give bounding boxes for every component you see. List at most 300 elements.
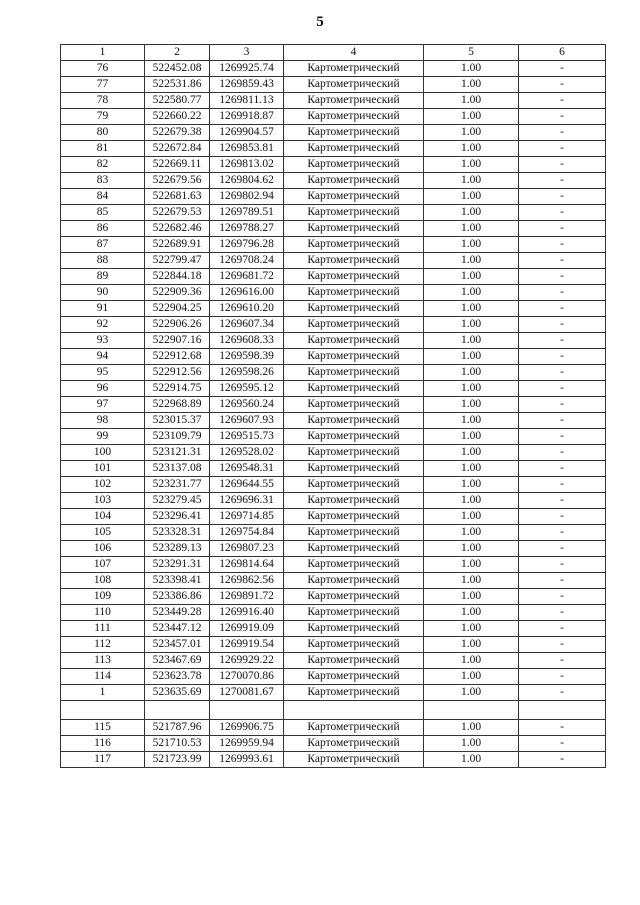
table-row xyxy=(61,752,606,768)
table-cell: 108 xyxy=(61,573,145,589)
table-row xyxy=(61,205,606,221)
table-row xyxy=(61,77,606,93)
table-cell: Картометрический xyxy=(284,93,424,109)
table-cell: Картометрический xyxy=(284,477,424,493)
column-header: 4 xyxy=(284,45,424,61)
table-cell: 1.00 xyxy=(424,669,519,685)
table-cell: 1.00 xyxy=(424,237,519,253)
table-cell: 521710.53 xyxy=(145,736,210,752)
table-row xyxy=(61,541,606,557)
table-cell: - xyxy=(519,461,606,477)
table-cell: 1269515.73 xyxy=(210,429,284,445)
table-row xyxy=(61,685,606,701)
table-cell: 522660.22 xyxy=(145,109,210,125)
table-cell: Картометрический xyxy=(284,621,424,637)
table-cell: Картометрический xyxy=(284,685,424,701)
column-header: 1 xyxy=(61,45,145,61)
table-row xyxy=(61,573,606,589)
table-row xyxy=(61,349,606,365)
table-cell: 112 xyxy=(61,637,145,653)
table-row xyxy=(61,720,606,736)
table-cell: - xyxy=(519,237,606,253)
table-cell: - xyxy=(519,685,606,701)
table-cell: Картометрический xyxy=(284,77,424,93)
table-cell: 1.00 xyxy=(424,685,519,701)
table-cell: 521723.99 xyxy=(145,752,210,768)
table-cell: Картометрический xyxy=(284,349,424,365)
table-cell: 1269598.26 xyxy=(210,365,284,381)
table-cell: 1.00 xyxy=(424,557,519,573)
table-cell: Картометрический xyxy=(284,221,424,237)
table-cell: 521787.96 xyxy=(145,720,210,736)
table-cell: 1.00 xyxy=(424,413,519,429)
table-cell: 98 xyxy=(61,413,145,429)
table-cell: Картометрический xyxy=(284,720,424,736)
table-cell: 117 xyxy=(61,752,145,768)
table-cell: Картометрический xyxy=(284,589,424,605)
table-cell: 91 xyxy=(61,301,145,317)
table-cell: 1269560.24 xyxy=(210,397,284,413)
table-row xyxy=(61,589,606,605)
table-cell: 1.00 xyxy=(424,285,519,301)
table-row xyxy=(61,736,606,752)
table-cell: - xyxy=(519,141,606,157)
table-cell: Картометрический xyxy=(284,253,424,269)
table-cell: 1270070.86 xyxy=(210,669,284,685)
table-cell: 1269919.09 xyxy=(210,621,284,637)
table-cell: 1269802.94 xyxy=(210,189,284,205)
table-cell: 1269528.02 xyxy=(210,445,284,461)
table-cell: 107 xyxy=(61,557,145,573)
table-cell: 1269929.22 xyxy=(210,653,284,669)
column-header: 2 xyxy=(145,45,210,61)
table-cell: Картометрический xyxy=(284,269,424,285)
table-cell: 1269595.12 xyxy=(210,381,284,397)
table-cell: 1269754.84 xyxy=(210,525,284,541)
table-cell: Картометрический xyxy=(284,205,424,221)
table-cell: 88 xyxy=(61,253,145,269)
table-cell: 106 xyxy=(61,541,145,557)
table-row xyxy=(61,413,606,429)
table-cell: 1269916.40 xyxy=(210,605,284,621)
table-cell: - xyxy=(519,653,606,669)
table-row xyxy=(61,477,606,493)
table-cell: 1.00 xyxy=(424,509,519,525)
table-cell: - xyxy=(519,189,606,205)
table-cell: - xyxy=(519,637,606,653)
table-cell: 522452.08 xyxy=(145,61,210,77)
table-cell: 522907.16 xyxy=(145,333,210,349)
table-cell: Картометрический xyxy=(284,413,424,429)
table-cell: Картометрический xyxy=(284,381,424,397)
column-header: 3 xyxy=(210,45,284,61)
table-cell: Картометрический xyxy=(284,525,424,541)
table-cell: 1.00 xyxy=(424,477,519,493)
table-cell: 1269807.23 xyxy=(210,541,284,557)
table-cell: - xyxy=(519,109,606,125)
table-cell: 105 xyxy=(61,525,145,541)
table-cell: Картометрический xyxy=(284,157,424,173)
table-cell: 1269607.93 xyxy=(210,413,284,429)
table-cell: 1269814.64 xyxy=(210,557,284,573)
table-cell: 1269919.54 xyxy=(210,637,284,653)
table-cell: 522909.36 xyxy=(145,285,210,301)
table-cell: 522679.56 xyxy=(145,173,210,189)
table-row xyxy=(61,285,606,301)
table-cell: 1269891.72 xyxy=(210,589,284,605)
table-cell: 85 xyxy=(61,205,145,221)
table-cell: 89 xyxy=(61,269,145,285)
table-cell: 109 xyxy=(61,589,145,605)
table-cell: 523289.13 xyxy=(145,541,210,557)
table-cell: 522531.86 xyxy=(145,77,210,93)
table-row xyxy=(61,61,606,77)
table-cell: Картометрический xyxy=(284,461,424,477)
table-cell: 1269906.75 xyxy=(210,720,284,736)
table-body xyxy=(61,61,606,768)
table-row xyxy=(61,221,606,237)
table-cell: 115 xyxy=(61,720,145,736)
table-cell: - xyxy=(519,333,606,349)
table-cell: - xyxy=(519,589,606,605)
table-row xyxy=(61,653,606,669)
table-cell: 99 xyxy=(61,429,145,445)
table-cell: - xyxy=(519,573,606,589)
table-cell: 1.00 xyxy=(424,253,519,269)
table-cell: 1.00 xyxy=(424,221,519,237)
table-cell: Картометрический xyxy=(284,509,424,525)
table-cell: 103 xyxy=(61,493,145,509)
table-cell: 522580.77 xyxy=(145,93,210,109)
table-row xyxy=(61,509,606,525)
table-cell: - xyxy=(519,93,606,109)
table-cell: 110 xyxy=(61,605,145,621)
table-cell: 1269796.28 xyxy=(210,237,284,253)
table-cell: 1269862.56 xyxy=(210,573,284,589)
table-cell: 1269607.34 xyxy=(210,317,284,333)
table-header-row xyxy=(61,45,606,61)
table-cell: 1269788.27 xyxy=(210,221,284,237)
table-row xyxy=(61,605,606,621)
table-cell: 1.00 xyxy=(424,349,519,365)
table-row xyxy=(61,381,606,397)
table-cell: 1.00 xyxy=(424,445,519,461)
column-header: 6 xyxy=(519,45,606,61)
table-cell: Картометрический xyxy=(284,637,424,653)
table-cell: - xyxy=(519,477,606,493)
table-cell: 523121.31 xyxy=(145,445,210,461)
table-row xyxy=(61,157,606,173)
table-cell xyxy=(519,701,606,720)
table-row xyxy=(61,701,606,720)
table-cell: Картометрический xyxy=(284,61,424,77)
table-row xyxy=(61,253,606,269)
table-cell: 523279.45 xyxy=(145,493,210,509)
table-cell: 1269644.55 xyxy=(210,477,284,493)
table-cell: Картометрический xyxy=(284,573,424,589)
table-cell: 522799.47 xyxy=(145,253,210,269)
table-cell: 77 xyxy=(61,77,145,93)
table-cell: - xyxy=(519,269,606,285)
table-cell: - xyxy=(519,301,606,317)
table-row xyxy=(61,461,606,477)
table-cell: 1269548.31 xyxy=(210,461,284,477)
table-cell: 1269681.72 xyxy=(210,269,284,285)
table-cell: - xyxy=(519,205,606,221)
table-cell: Картометрический xyxy=(284,173,424,189)
table-cell: Картометрический xyxy=(284,445,424,461)
table-cell: Картометрический xyxy=(284,736,424,752)
table-cell: 1.00 xyxy=(424,173,519,189)
table-cell: 1269904.57 xyxy=(210,125,284,141)
table-cell: - xyxy=(519,157,606,173)
table-cell: 1.00 xyxy=(424,189,519,205)
table-cell: Картометрический xyxy=(284,125,424,141)
table-cell: Картометрический xyxy=(284,333,424,349)
table-cell: 1.00 xyxy=(424,397,519,413)
table-cell: - xyxy=(519,413,606,429)
table-row xyxy=(61,317,606,333)
table-cell: 523015.37 xyxy=(145,413,210,429)
table-cell: 95 xyxy=(61,365,145,381)
table-cell: 76 xyxy=(61,61,145,77)
table-cell: 523635.69 xyxy=(145,685,210,701)
table-cell: - xyxy=(519,605,606,621)
table-cell: Картометрический xyxy=(284,237,424,253)
table-cell: 523449.28 xyxy=(145,605,210,621)
table-cell: 78 xyxy=(61,93,145,109)
table-cell: 522904.25 xyxy=(145,301,210,317)
table-cell xyxy=(284,701,424,720)
table-cell: 1.00 xyxy=(424,333,519,349)
table-cell: 523137.08 xyxy=(145,461,210,477)
table-cell: 1.00 xyxy=(424,589,519,605)
table-cell: 1269993.61 xyxy=(210,752,284,768)
table-cell: 1.00 xyxy=(424,125,519,141)
table-cell: 82 xyxy=(61,157,145,173)
table-cell xyxy=(145,701,210,720)
table-cell: - xyxy=(519,736,606,752)
table-cell: 522689.91 xyxy=(145,237,210,253)
table-cell: - xyxy=(519,541,606,557)
table-cell xyxy=(61,701,145,720)
table-cell: 94 xyxy=(61,349,145,365)
table-cell: - xyxy=(519,61,606,77)
table-row xyxy=(61,141,606,157)
table-cell: 522844.18 xyxy=(145,269,210,285)
table-cell: - xyxy=(519,509,606,525)
table-cell: 116 xyxy=(61,736,145,752)
table-cell: - xyxy=(519,429,606,445)
table-cell: 523109.79 xyxy=(145,429,210,445)
table-cell: 1269598.39 xyxy=(210,349,284,365)
table-cell: 1.00 xyxy=(424,573,519,589)
table-cell: - xyxy=(519,365,606,381)
table-cell: 522679.38 xyxy=(145,125,210,141)
table-cell: 1.00 xyxy=(424,752,519,768)
table-cell: 1.00 xyxy=(424,461,519,477)
table-cell: - xyxy=(519,221,606,237)
table-cell: - xyxy=(519,752,606,768)
table-cell: 1.00 xyxy=(424,109,519,125)
table-cell: 523623.78 xyxy=(145,669,210,685)
table-cell: 1.00 xyxy=(424,157,519,173)
table-cell: 1269853.81 xyxy=(210,141,284,157)
table-cell: 104 xyxy=(61,509,145,525)
table-cell: 97 xyxy=(61,397,145,413)
table-cell: 100 xyxy=(61,445,145,461)
table-cell: Картометрический xyxy=(284,605,424,621)
table-cell: 1.00 xyxy=(424,525,519,541)
table-cell: 1269610.20 xyxy=(210,301,284,317)
table-row xyxy=(61,125,606,141)
table-cell: Картометрический xyxy=(284,301,424,317)
table-cell: 1.00 xyxy=(424,637,519,653)
table-cell: Картометрический xyxy=(284,669,424,685)
table-cell: 1269859.43 xyxy=(210,77,284,93)
table-row xyxy=(61,189,606,205)
table-cell: - xyxy=(519,557,606,573)
table-row xyxy=(61,445,606,461)
table-row xyxy=(61,397,606,413)
table-cell: - xyxy=(519,621,606,637)
table-cell: 522672.84 xyxy=(145,141,210,157)
table-cell: 1269714.85 xyxy=(210,509,284,525)
table-cell: 1.00 xyxy=(424,93,519,109)
table-cell: - xyxy=(519,720,606,736)
table-row xyxy=(61,621,606,637)
coordinates-table xyxy=(60,44,606,768)
table-cell: 1.00 xyxy=(424,621,519,637)
table-row xyxy=(61,237,606,253)
table-cell: 1269918.87 xyxy=(210,109,284,125)
table-cell: 1269608.33 xyxy=(210,333,284,349)
table-cell: 1.00 xyxy=(424,653,519,669)
table-cell: 1.00 xyxy=(424,301,519,317)
table-cell: Картометрический xyxy=(284,493,424,509)
table-cell: 1269708.24 xyxy=(210,253,284,269)
table-cell: Картометрический xyxy=(284,653,424,669)
page-number: 5 xyxy=(316,14,324,30)
table-row xyxy=(61,429,606,445)
table-cell: 523386.86 xyxy=(145,589,210,605)
table-cell: - xyxy=(519,349,606,365)
table-cell: Картометрический xyxy=(284,557,424,573)
table-cell: 1.00 xyxy=(424,317,519,333)
table-cell: 522914.75 xyxy=(145,381,210,397)
table-cell: 1269811.13 xyxy=(210,93,284,109)
table-cell: 523447.12 xyxy=(145,621,210,637)
table-row xyxy=(61,493,606,509)
table-cell: 101 xyxy=(61,461,145,477)
table-cell xyxy=(424,701,519,720)
table-cell: Картометрический xyxy=(284,365,424,381)
table-cell: 523231.77 xyxy=(145,477,210,493)
table-row xyxy=(61,637,606,653)
table-cell: 86 xyxy=(61,221,145,237)
table-cell: 522682.46 xyxy=(145,221,210,237)
table-cell: 79 xyxy=(61,109,145,125)
table-cell: 81 xyxy=(61,141,145,157)
table-row xyxy=(61,301,606,317)
table-cell: 90 xyxy=(61,285,145,301)
table-cell: - xyxy=(519,445,606,461)
table-cell: 111 xyxy=(61,621,145,637)
table-row xyxy=(61,173,606,189)
table-cell: - xyxy=(519,317,606,333)
table-cell: 522968.89 xyxy=(145,397,210,413)
table-cell: 80 xyxy=(61,125,145,141)
table-cell: 1.00 xyxy=(424,141,519,157)
table-cell: 1.00 xyxy=(424,720,519,736)
table-row xyxy=(61,93,606,109)
table-cell: 523457.01 xyxy=(145,637,210,653)
table-cell: 1.00 xyxy=(424,61,519,77)
table-cell: 96 xyxy=(61,381,145,397)
table-row xyxy=(61,365,606,381)
table-cell: Картометрический xyxy=(284,752,424,768)
table-row xyxy=(61,557,606,573)
table-cell: 1.00 xyxy=(424,429,519,445)
table-cell: Картометрический xyxy=(284,397,424,413)
table-cell: 522669.11 xyxy=(145,157,210,173)
table-cell: 1269813.02 xyxy=(210,157,284,173)
table-cell: 102 xyxy=(61,477,145,493)
table-cell: - xyxy=(519,669,606,685)
table-cell: 1.00 xyxy=(424,205,519,221)
table-cell: 523296.41 xyxy=(145,509,210,525)
table-cell: - xyxy=(519,525,606,541)
table-cell: 83 xyxy=(61,173,145,189)
table-cell: 522912.68 xyxy=(145,349,210,365)
table-cell: Картометрический xyxy=(284,429,424,445)
table-cell: 523291.31 xyxy=(145,557,210,573)
table-cell: 92 xyxy=(61,317,145,333)
table-cell: 523398.41 xyxy=(145,573,210,589)
table-row xyxy=(61,333,606,349)
column-header: 5 xyxy=(424,45,519,61)
table-cell: 1.00 xyxy=(424,381,519,397)
table-cell: 1.00 xyxy=(424,541,519,557)
table-row xyxy=(61,109,606,125)
table-cell: 523467.69 xyxy=(145,653,210,669)
table-row xyxy=(61,525,606,541)
table-cell: 114 xyxy=(61,669,145,685)
table-cell: 523328.31 xyxy=(145,525,210,541)
table-cell: 1.00 xyxy=(424,605,519,621)
table-cell: Картометрический xyxy=(284,109,424,125)
table-cell: - xyxy=(519,253,606,269)
table-cell: 1269959.94 xyxy=(210,736,284,752)
table-cell: 1.00 xyxy=(424,269,519,285)
table-cell: 522679.53 xyxy=(145,205,210,221)
table-cell: 1 xyxy=(61,685,145,701)
table-cell: - xyxy=(519,173,606,189)
table-row xyxy=(61,269,606,285)
table-cell: 1269616.00 xyxy=(210,285,284,301)
table-row xyxy=(61,669,606,685)
table-cell: 1269925.74 xyxy=(210,61,284,77)
table-cell: Картометрический xyxy=(284,541,424,557)
table-cell: - xyxy=(519,397,606,413)
table-cell: 1269696.31 xyxy=(210,493,284,509)
table-cell: 522681.63 xyxy=(145,189,210,205)
table-cell: 1269804.62 xyxy=(210,173,284,189)
table-cell: - xyxy=(519,125,606,141)
table-cell: Картометрический xyxy=(284,189,424,205)
table-cell: 84 xyxy=(61,189,145,205)
table-cell: Картометрический xyxy=(284,285,424,301)
